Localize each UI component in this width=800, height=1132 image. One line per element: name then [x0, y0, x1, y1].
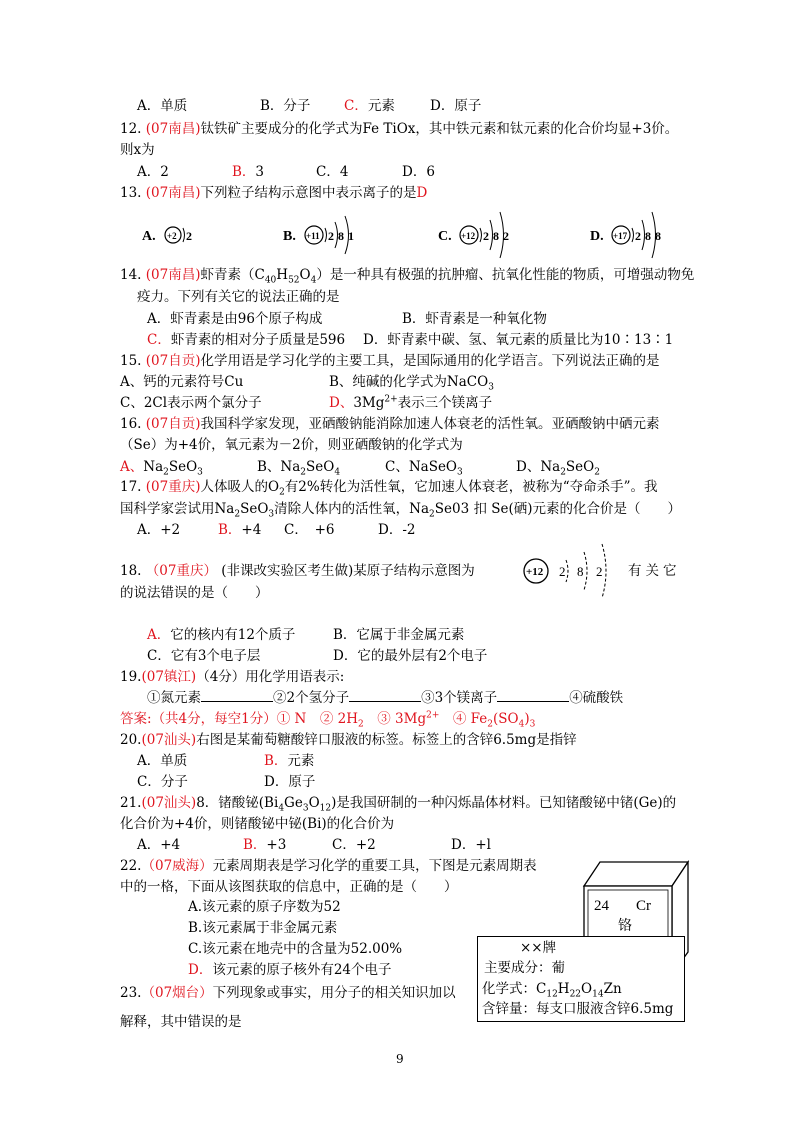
q11-option-c: C．元素 — [344, 98, 395, 114]
svg-text:+12: +12 — [461, 231, 476, 241]
q21-stem-2: 化合价为+4价，则锗酸铋中铋(Bi)的化合价为 — [120, 816, 395, 832]
svg-text:C.: C. — [438, 229, 452, 244]
q15-option-c: C、2Cl表示两个氯分子 — [120, 395, 262, 411]
svg-text:2: 2 — [503, 229, 509, 243]
q14-option-d: D．虾青素中碳、氢、氧元素的质量比为10∶13∶1 — [363, 332, 674, 348]
q15-stem: 15. (07自贡)化学用语是学习化学的主要工具，是国际通用的化学语言。下列说法正确的是 — [120, 353, 660, 369]
q14-stem-2: 疫力。下列有关它的说法正确的是 — [137, 289, 340, 305]
svg-text:2: 2 — [559, 564, 566, 579]
svg-text:1: 1 — [348, 229, 354, 243]
q11-option-d: D．原子 — [430, 98, 482, 114]
q12-option-c: C．4 — [316, 164, 349, 180]
svg-text:+2: +2 — [167, 231, 177, 241]
q11-option-a: A．单质 — [137, 98, 188, 114]
q23-stem-2: 解释，其中错误的是 — [120, 1014, 242, 1030]
q22-option-c: C.该元素在地壳中的含量为52.00% — [188, 941, 403, 957]
svg-text:+12: +12 — [526, 566, 544, 578]
q17-option-a: A．+2 — [137, 522, 181, 538]
q18-atom-diagram — [520, 540, 620, 602]
q21-option-c: C．+2 — [332, 837, 376, 853]
svg-text:8: 8 — [655, 229, 661, 243]
svg-text:2: 2 — [186, 229, 192, 243]
svg-text:2: 2 — [328, 229, 334, 243]
q18-stem-end: 有关它 — [628, 563, 681, 579]
q17-stem: 17. (07重庆)人体吸人的$O_2$有2%转化为活性氧，它加速人体衰老，被称为“夺命杀手”。我 — [120, 479, 658, 498]
label-ingredient: 主要成分：葡 — [484, 960, 565, 976]
q19-blanks: ①氮元素 ②2个氢分子 ③3个镁离子 ④硫酸铁 — [147, 690, 624, 706]
q20-option-b: B．元素 — [264, 753, 315, 769]
svg-text:B.: B. — [283, 229, 296, 244]
q23-stem: 23.（07烟台）下列现象或事实，用分子的相关知识加以 — [120, 985, 456, 1001]
q14-option-c: C．虾青素的相对分子质量是596 — [147, 332, 346, 348]
q16-option-d: D、$Na_2SeO_2$ — [516, 459, 600, 478]
q14-stem: 14. (07南昌)虾青素$(C_{40}H_{52}O_4)$是一种具有极强的抗肿瘤、抗氧化性能的物质，可增强动物免 — [120, 267, 695, 286]
q17-option-b: B．+4 — [218, 522, 262, 538]
q22-stem-2: 中的一格，下面从该图获取的信息中，正确的是（ ） — [120, 879, 458, 895]
q14-option-b: B．虾青素是一种氧化物 — [402, 311, 547, 327]
q12-option-d: D．6 — [402, 164, 435, 180]
svg-text:8: 8 — [645, 229, 651, 243]
label-card — [477, 936, 685, 1022]
q21-option-d: D．+l — [451, 837, 491, 853]
q16-stem-2: （Se）为+4价，氧元素为－2价，则亚硒酸钠的化学式为 — [120, 437, 463, 453]
svg-text:2: 2 — [483, 229, 489, 243]
q19-stem: 19.(07镇江)（4分）用化学用语表示: — [120, 669, 345, 685]
q12-stem: 12. (07南昌)钛铁矿主要成分的化学式为Fe TiOx，其中铁元素和钛元素的化合价均显+3价。 — [120, 121, 679, 137]
q22-option-a: A.该元素的原子序数为52 — [188, 899, 341, 915]
q13-stem: 13. (07南昌)下列粒子结构示意图中表示离子的是D — [120, 185, 428, 201]
svg-text:8: 8 — [493, 229, 499, 243]
svg-text:8: 8 — [577, 564, 584, 579]
q22-stem: 22.（07威海）元素周期表是学习化学的重要工具，下图是元素周期表 — [120, 858, 537, 874]
q17-stem-2: 国科学家尝试用$Na_2SeO_3$清除人体内的活性氧，$Na_2Se03$ 扣 Se(硒)元素的化合价是（ ） — [120, 501, 682, 520]
label-formula: 化学式：$C_{12}H_{22}O_{14}Zn$ — [482, 981, 622, 1000]
svg-text:+11: +11 — [306, 231, 320, 241]
q21-stem: 21.(07汕头)8．锗酸铋$(Bi_4Ge_3O_{12})$是我国研制的一种闪烁晶体材料。已知锗酸铋中锗(Ge)的 — [120, 795, 677, 814]
q20-option-a: A．单质 — [137, 753, 188, 769]
q15-option-a: A、钙的元素符号Cu — [120, 374, 244, 390]
q19-answer: 答案:（共4分，每空1分）① N ② $2H_2$ ③ $3Mg^{2+}$ ④ $Fe_2(SO_4)_3$ — [120, 710, 536, 730]
svg-text:2: 2 — [635, 229, 641, 243]
q18-option-a: A．它的核内有12个质子 — [147, 627, 296, 643]
q18-option-c: C．它有3个电子层 — [147, 648, 261, 664]
q11-option-b: B．分子 — [260, 98, 311, 114]
q18-stem-2: 的说法错误的是（ ） — [120, 585, 269, 601]
q18-stem: 18. （07重庆） (非课改实验区考生做)某原子结构示意图为 — [120, 563, 475, 579]
q12-option-a: A．2 — [137, 164, 169, 180]
q20-stem: 20.(07汕头)右图是某葡萄糖酸锌口服液的标签。标签上的含锌6.5mg是指锌 — [120, 732, 577, 748]
q16-option-a: A、$Na_2SeO_3$ — [120, 459, 203, 478]
element-number: 24 — [594, 898, 609, 914]
svg-text:A.: A. — [142, 229, 156, 244]
q17-option-c: C． +6 — [284, 522, 335, 538]
atom-diagram-a — [142, 227, 192, 244]
q14-option-a: A．虾青素是由96个原子构成 — [147, 311, 323, 327]
q16-option-c: C、NaSeO$_3$ — [385, 459, 463, 478]
q15-option-d: D、$3Mg^{2+}$表示三个镁离子 — [329, 394, 493, 411]
atom-diagram-d — [590, 212, 661, 258]
label-title: ××牌 — [520, 940, 557, 956]
q17-option-d: D．-2 — [378, 522, 416, 538]
page-number: 9 — [396, 1052, 404, 1066]
q22-option-b: B.该元素属于非金属元素 — [188, 920, 338, 936]
q16-option-b: B、$Na_2SeO_4$ — [257, 459, 341, 478]
element-name: 铬 — [618, 919, 632, 934]
q18-option-b: B．它属于非金属元素 — [333, 627, 465, 643]
q13-atom-diagrams — [140, 204, 680, 260]
svg-text:+17: +17 — [613, 231, 628, 241]
q20-option-c: C．分子 — [137, 774, 188, 790]
atom-diagram-b — [283, 216, 354, 254]
q21-option-b: B．+3 — [243, 837, 287, 853]
atom-diagram-c — [438, 212, 509, 258]
q21-option-a: A．+4 — [137, 837, 181, 853]
label-zinc: 含锌量：每支口服液含锌6.5mg — [482, 1001, 674, 1017]
svg-text:2: 2 — [596, 564, 603, 579]
q16-stem: 16. (07自贡)我国科学家发现，亚硒酸钠能消除加速人体衰老的活性氧。亚硒酸钠中硒元素 — [120, 416, 660, 432]
svg-text:8: 8 — [338, 229, 344, 243]
q12-stem-2: 则x为 — [120, 142, 155, 158]
q15-option-b: B、纯碱的化学式为NaCO$_3$ — [329, 374, 494, 393]
q12-option-b: B．3 — [232, 164, 265, 180]
q20-option-d: D．原子 — [264, 774, 316, 790]
svg-text:D.: D. — [590, 229, 604, 244]
element-symbol: Cr — [636, 898, 651, 914]
q18-option-d: D．它的最外层有2个电子 — [333, 648, 488, 664]
q22-option-d: D．该元素的原子核外有24个电子 — [188, 962, 392, 978]
